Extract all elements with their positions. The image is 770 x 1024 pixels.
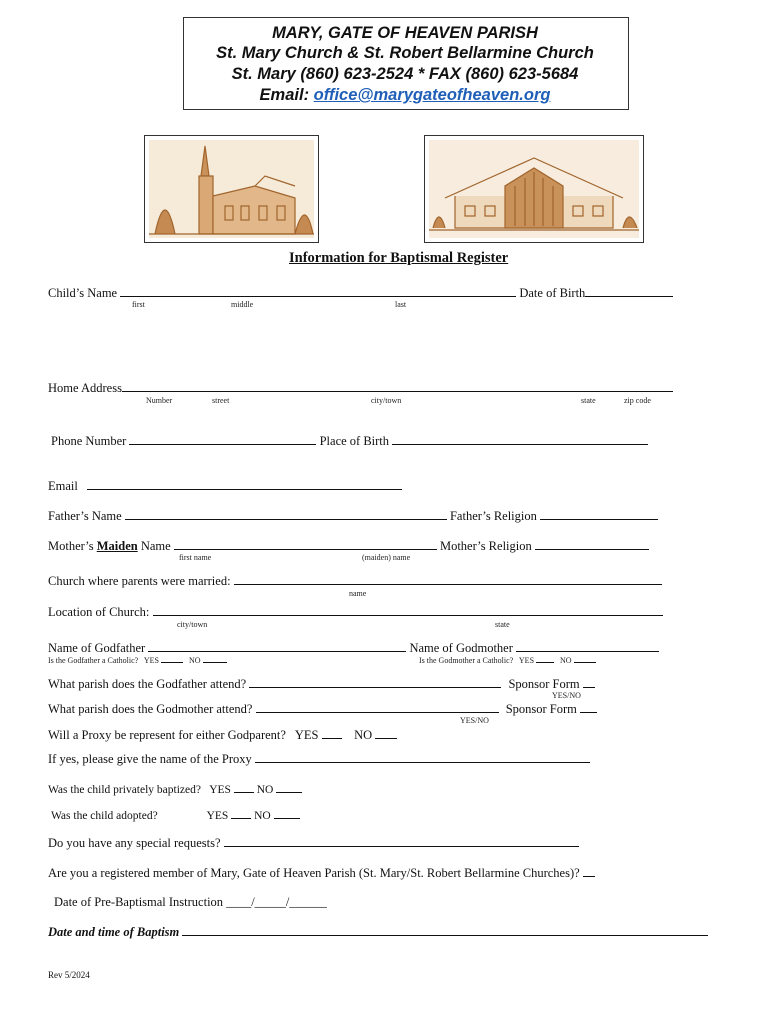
father-religion-field[interactable] xyxy=(540,508,658,520)
godmother-label: Name of Godmother xyxy=(409,641,513,655)
child-name-field[interactable] xyxy=(120,285,516,297)
child-name-row xyxy=(48,285,673,301)
gm-parish-label: What parish does the Godmother attend? xyxy=(48,702,253,716)
email-line xyxy=(100,86,710,105)
location-row xyxy=(48,604,663,620)
dob-label: Date of Birth xyxy=(519,286,586,300)
private-no-field[interactable] xyxy=(276,781,302,793)
adopted-label: Was the child adopted? xyxy=(51,810,158,822)
gm-parish-row xyxy=(48,701,597,717)
church-married-field[interactable] xyxy=(234,573,662,585)
godmother-catholic-row xyxy=(419,656,596,665)
adopted-no-field[interactable] xyxy=(274,807,300,819)
parish-name: MARY, GATE OF HEAVEN PARISH xyxy=(272,24,538,42)
location-label: Location of Church: xyxy=(48,605,150,619)
mother-sub-maiden: (maiden) name xyxy=(362,553,411,562)
sub-street: street xyxy=(212,396,230,405)
gf-catholic-label: Is the Godfather a Catholic? xyxy=(48,656,139,665)
location-field[interactable] xyxy=(153,604,663,616)
gf-parish-label: What parish does the Godfather attend? xyxy=(48,677,247,691)
gf-yes-field[interactable] xyxy=(161,656,183,663)
location-sub-city: city/town xyxy=(177,620,208,629)
gf-sponsor-label: Sponsor Form xyxy=(508,677,580,691)
church-married-row xyxy=(48,573,662,589)
location-sub-state: state xyxy=(495,620,510,629)
address-row xyxy=(48,380,673,396)
adopted-yes-field[interactable] xyxy=(231,807,251,819)
father-row xyxy=(48,508,658,524)
st-mary-church-image xyxy=(144,135,319,243)
proxy-row xyxy=(48,727,397,743)
revision-note: Rev 5/2024 xyxy=(48,970,90,980)
godfather-field[interactable] xyxy=(148,640,406,652)
gf-no-field[interactable] xyxy=(203,656,227,663)
father-name-field[interactable] xyxy=(125,508,447,520)
gm-sponsor-label: Sponsor Form xyxy=(505,702,577,716)
proxy-no-field[interactable] xyxy=(375,727,397,739)
registered-label: Are you a registered member of Mary, Gate of Heaven Parish (St. Mary/St. Robert Bellarmine Churches)? xyxy=(48,866,580,880)
sub-first: first xyxy=(132,300,145,309)
phone-field[interactable] xyxy=(129,433,316,445)
baptism-field[interactable] xyxy=(182,924,708,936)
godfather-catholic-row xyxy=(48,656,227,665)
email-field-label: Email xyxy=(48,479,78,493)
proxy-name-label: If yes, please give the name of the Proxy xyxy=(48,752,252,766)
church-names: St. Mary Church & St. Robert Bellarmine Church xyxy=(216,44,594,62)
proxy-question: Will a Proxy be represent for either Godparent? xyxy=(48,728,286,742)
gm-catholic-label: Is the Godmother a Catholic? xyxy=(419,656,514,665)
mother-maiden: Maiden xyxy=(96,539,138,553)
gm-no-field[interactable] xyxy=(574,656,596,663)
gm-yes-field[interactable] xyxy=(536,656,554,663)
father-religion-label: Father’s Religion xyxy=(449,509,537,523)
gm-sponsor-field[interactable] xyxy=(580,701,597,713)
phone-fax-line: St. Mary (860) 623-2524 * FAX (860) 623-5684 xyxy=(231,65,579,83)
private-yes-field[interactable] xyxy=(234,781,254,793)
private-no: NO xyxy=(256,784,274,796)
gf-parish-row xyxy=(48,676,595,692)
mother-sub-first: first name xyxy=(179,553,212,562)
private-yes: YES xyxy=(209,784,231,796)
email-field[interactable] xyxy=(87,478,402,490)
gm-yes: YES xyxy=(518,656,535,665)
birthplace-label: Place of Birth xyxy=(319,434,390,448)
email-row xyxy=(48,478,402,494)
mother-name-field[interactable] xyxy=(174,538,437,550)
gf-yes: YES xyxy=(143,656,160,665)
private-baptism-row xyxy=(48,781,302,796)
special-requests-field[interactable] xyxy=(224,835,579,847)
parish-header xyxy=(100,24,710,110)
instruction-blanks[interactable]: ____/_____/______ xyxy=(226,895,327,909)
sub-middle: middle xyxy=(231,300,254,309)
dob-field[interactable] xyxy=(585,285,673,297)
church-married-label: Church where parents were married: xyxy=(48,574,231,588)
gf-sponsor-yesno: YES/NO xyxy=(552,691,581,700)
phone-label: Phone Number xyxy=(51,434,127,448)
godparents-row xyxy=(48,640,659,656)
godfather-label: Name of Godfather xyxy=(48,641,146,655)
proxy-yes: YES xyxy=(294,728,319,742)
sub-city: city/town xyxy=(371,396,402,405)
proxy-yes-field[interactable] xyxy=(322,727,342,739)
special-requests-label: Do you have any special requests? xyxy=(48,836,221,850)
church-sub-name: name xyxy=(349,589,367,598)
proxy-name-row xyxy=(48,751,590,767)
mother-suffix: Name xyxy=(140,539,171,553)
email-label: Email: xyxy=(259,86,310,104)
adopted-no: NO xyxy=(254,810,271,822)
gf-parish-field[interactable] xyxy=(249,676,501,688)
private-baptism-label: Was the child privately baptized? xyxy=(48,784,201,796)
mother-religion-label: Mother’s Religion xyxy=(439,539,532,553)
mother-prefix: Mother’s xyxy=(48,539,94,553)
registered-field[interactable] xyxy=(583,865,595,877)
proxy-name-field[interactable] xyxy=(255,751,590,763)
sub-last: last xyxy=(395,300,407,309)
father-name-label: Father’s Name xyxy=(48,509,122,523)
adopted-yes: YES xyxy=(206,810,229,822)
child-name-label: Child’s Name xyxy=(48,286,118,300)
form-title: Information for Baptismal Register xyxy=(289,250,509,266)
address-label: Home Address xyxy=(48,381,122,395)
baptism-row xyxy=(48,924,708,940)
instruction-row xyxy=(54,895,327,910)
sub-state: state xyxy=(581,396,596,405)
birthplace-field[interactable] xyxy=(392,433,648,445)
gm-no: NO xyxy=(560,656,572,665)
registered-row xyxy=(48,865,595,881)
email-link[interactable]: office@marygateofheaven.org xyxy=(313,86,551,104)
instruction-label: Date of Pre-Baptismal Instruction xyxy=(54,895,224,909)
godmother-field[interactable] xyxy=(516,640,659,652)
gm-parish-field[interactable] xyxy=(256,701,499,713)
phone-row xyxy=(51,433,648,449)
address-field[interactable] xyxy=(122,380,673,392)
mother-religion-field[interactable] xyxy=(535,538,649,550)
gf-sponsor-field[interactable] xyxy=(583,676,595,688)
st-robert-bellarmine-church-image xyxy=(424,135,644,243)
sub-number: Number xyxy=(146,396,173,405)
gm-sponsor-yesno: YES/NO xyxy=(460,716,489,725)
adopted-row xyxy=(51,807,300,822)
sub-zip: zip code xyxy=(624,396,651,405)
gf-no: NO xyxy=(189,656,201,665)
baptism-label: Date and time of Baptism xyxy=(48,925,180,939)
special-requests-row xyxy=(48,835,579,851)
proxy-no: NO xyxy=(354,728,373,742)
mother-row xyxy=(48,538,649,554)
